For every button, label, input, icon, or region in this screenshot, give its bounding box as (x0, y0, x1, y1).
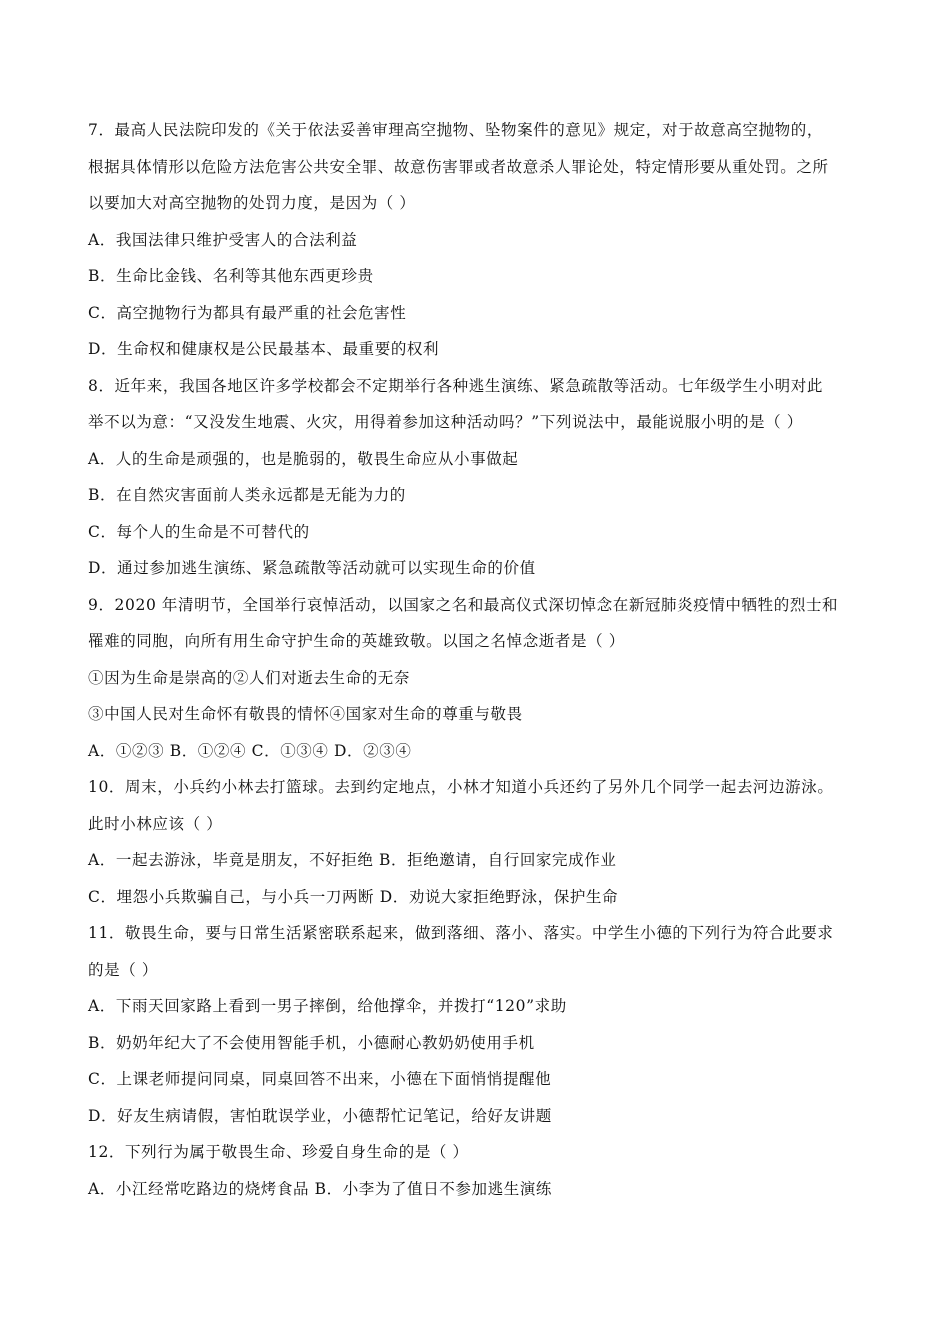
q9-stem-line-1: 9．2020 年清明节，全国举行哀悼活动，以国家之名和最高仪式深切悼念在新冠肺炎疫情中牺牲的烈士和 (88, 595, 839, 614)
q7-stem-line-2: 根据具体情形以危险方法危害公共安全罪、故意伤害罪或者故意杀人罪论处，特定情形要从重处罚。之所 (88, 157, 829, 176)
q7-option-b: B．生命比金钱、名利等其他东西更珍贵 (88, 267, 374, 285)
q8-stem-line-1: 8．近年来，我国各地区许多学校都会不定期举行各种逃生演练、紧急疏散等活动。七年级学生小明对此 (88, 376, 823, 395)
question-text-block (88, 112, 868, 1207)
q11-option-a: A．下雨天回家路上看到一男子摔倒，给他撑伞，并拨打“120”求助 (88, 997, 567, 1015)
q11-option-d: D．好友生病请假，害怕耽误学业，小德帮忙记笔记，给好友讲题 (88, 1106, 552, 1125)
q11-option-c: C．上课老师提问同桌，同桌回答不出来，小德在下面悄悄提醒他 (88, 1070, 552, 1088)
q7-stem-line-3: 以要加大对高空抛物的处罚力度，是因为（ ） (88, 194, 416, 212)
q10-options-ab: A．一起去游泳，毕竟是朋友，不好拒绝 B．拒绝邀请，自行回家完成作业 (88, 851, 617, 869)
q7-option-d: D．生命权和健康权是公民最基本、最重要的权利 (88, 340, 440, 358)
q12-stem: 12．下列行为属于敬畏生命、珍爱自身生命的是（ ） (88, 1143, 469, 1161)
q7-option-a: A．我国法律只维护受害人的合法利益 (88, 230, 358, 249)
q8-option-d: D．通过参加逃生演练、紧急疏散等活动就可以实现生命的价值 (88, 559, 536, 577)
q10-options-cd: C．埋怨小兵欺骗自己，与小兵一刀两断 D．劝说大家拒绝野泳，保护生命 (88, 887, 619, 906)
q9-statements-2: ③中国人民对生命怀有敬畏的情怀④国家对生命的尊重与敬畏 (88, 705, 523, 723)
q7-stem-line-1: 7．最高人民法院印发的《关于依法妥善审理高空抛物、坠物案件的意见》规定，对于故意高空抛物的， (88, 121, 823, 139)
q8-option-a: A．人的生命是顽强的，也是脆弱的，敬畏生命应从小事做起 (88, 449, 519, 468)
q11-option-b: B．奶奶年纪大了不会使用智能手机，小德耐心教奶奶使用手机 (88, 1033, 535, 1052)
q12-options-ab: A．小江经常吃路边的烧烤食品 B．小李为了值日不参加逃生演练 (88, 1179, 553, 1198)
q11-stem-line-1: 11．敬畏生命，要与日常生活紧密联系起来，做到落细、落小、落实。中学生小德的下列行为符合此要求 (88, 924, 834, 942)
q7-option-c: C．高空抛物行为都具有最严重的社会危害性 (88, 303, 407, 322)
q9-statements-1: ①因为生命是崇高的②人们对逝去生命的无奈 (88, 668, 411, 687)
q10-stem-line-2: 此时小林应该（ ） (88, 814, 223, 833)
q8-option-c: C．每个人的生命是不可替代的 (88, 522, 310, 541)
q8-option-b: B．在自然灾害面前人类永远都是无能为力的 (88, 486, 406, 504)
q11-stem-line-2: 的是（ ） (88, 960, 158, 979)
q10-stem-line-1: 10．周末，小兵约小林去打篮球。去到约定地点，小林才知道小兵还约了另外几个同学一起去河边游泳。 (88, 778, 834, 796)
q9-options: A．①②③ B．①②④ C．①③④ D．②③④ (88, 741, 412, 760)
q9-stem-line-2: 罹难的同胞，向所有用生命守护生命的英雄致敬。以国之名悼念逝者是（ ） (88, 632, 625, 650)
q8-stem-line-2: 举不以为意：“又没发生地震、火灾，用得着参加这种活动吗？”下列说法中，最能说服小明的是（ ） (88, 413, 803, 431)
